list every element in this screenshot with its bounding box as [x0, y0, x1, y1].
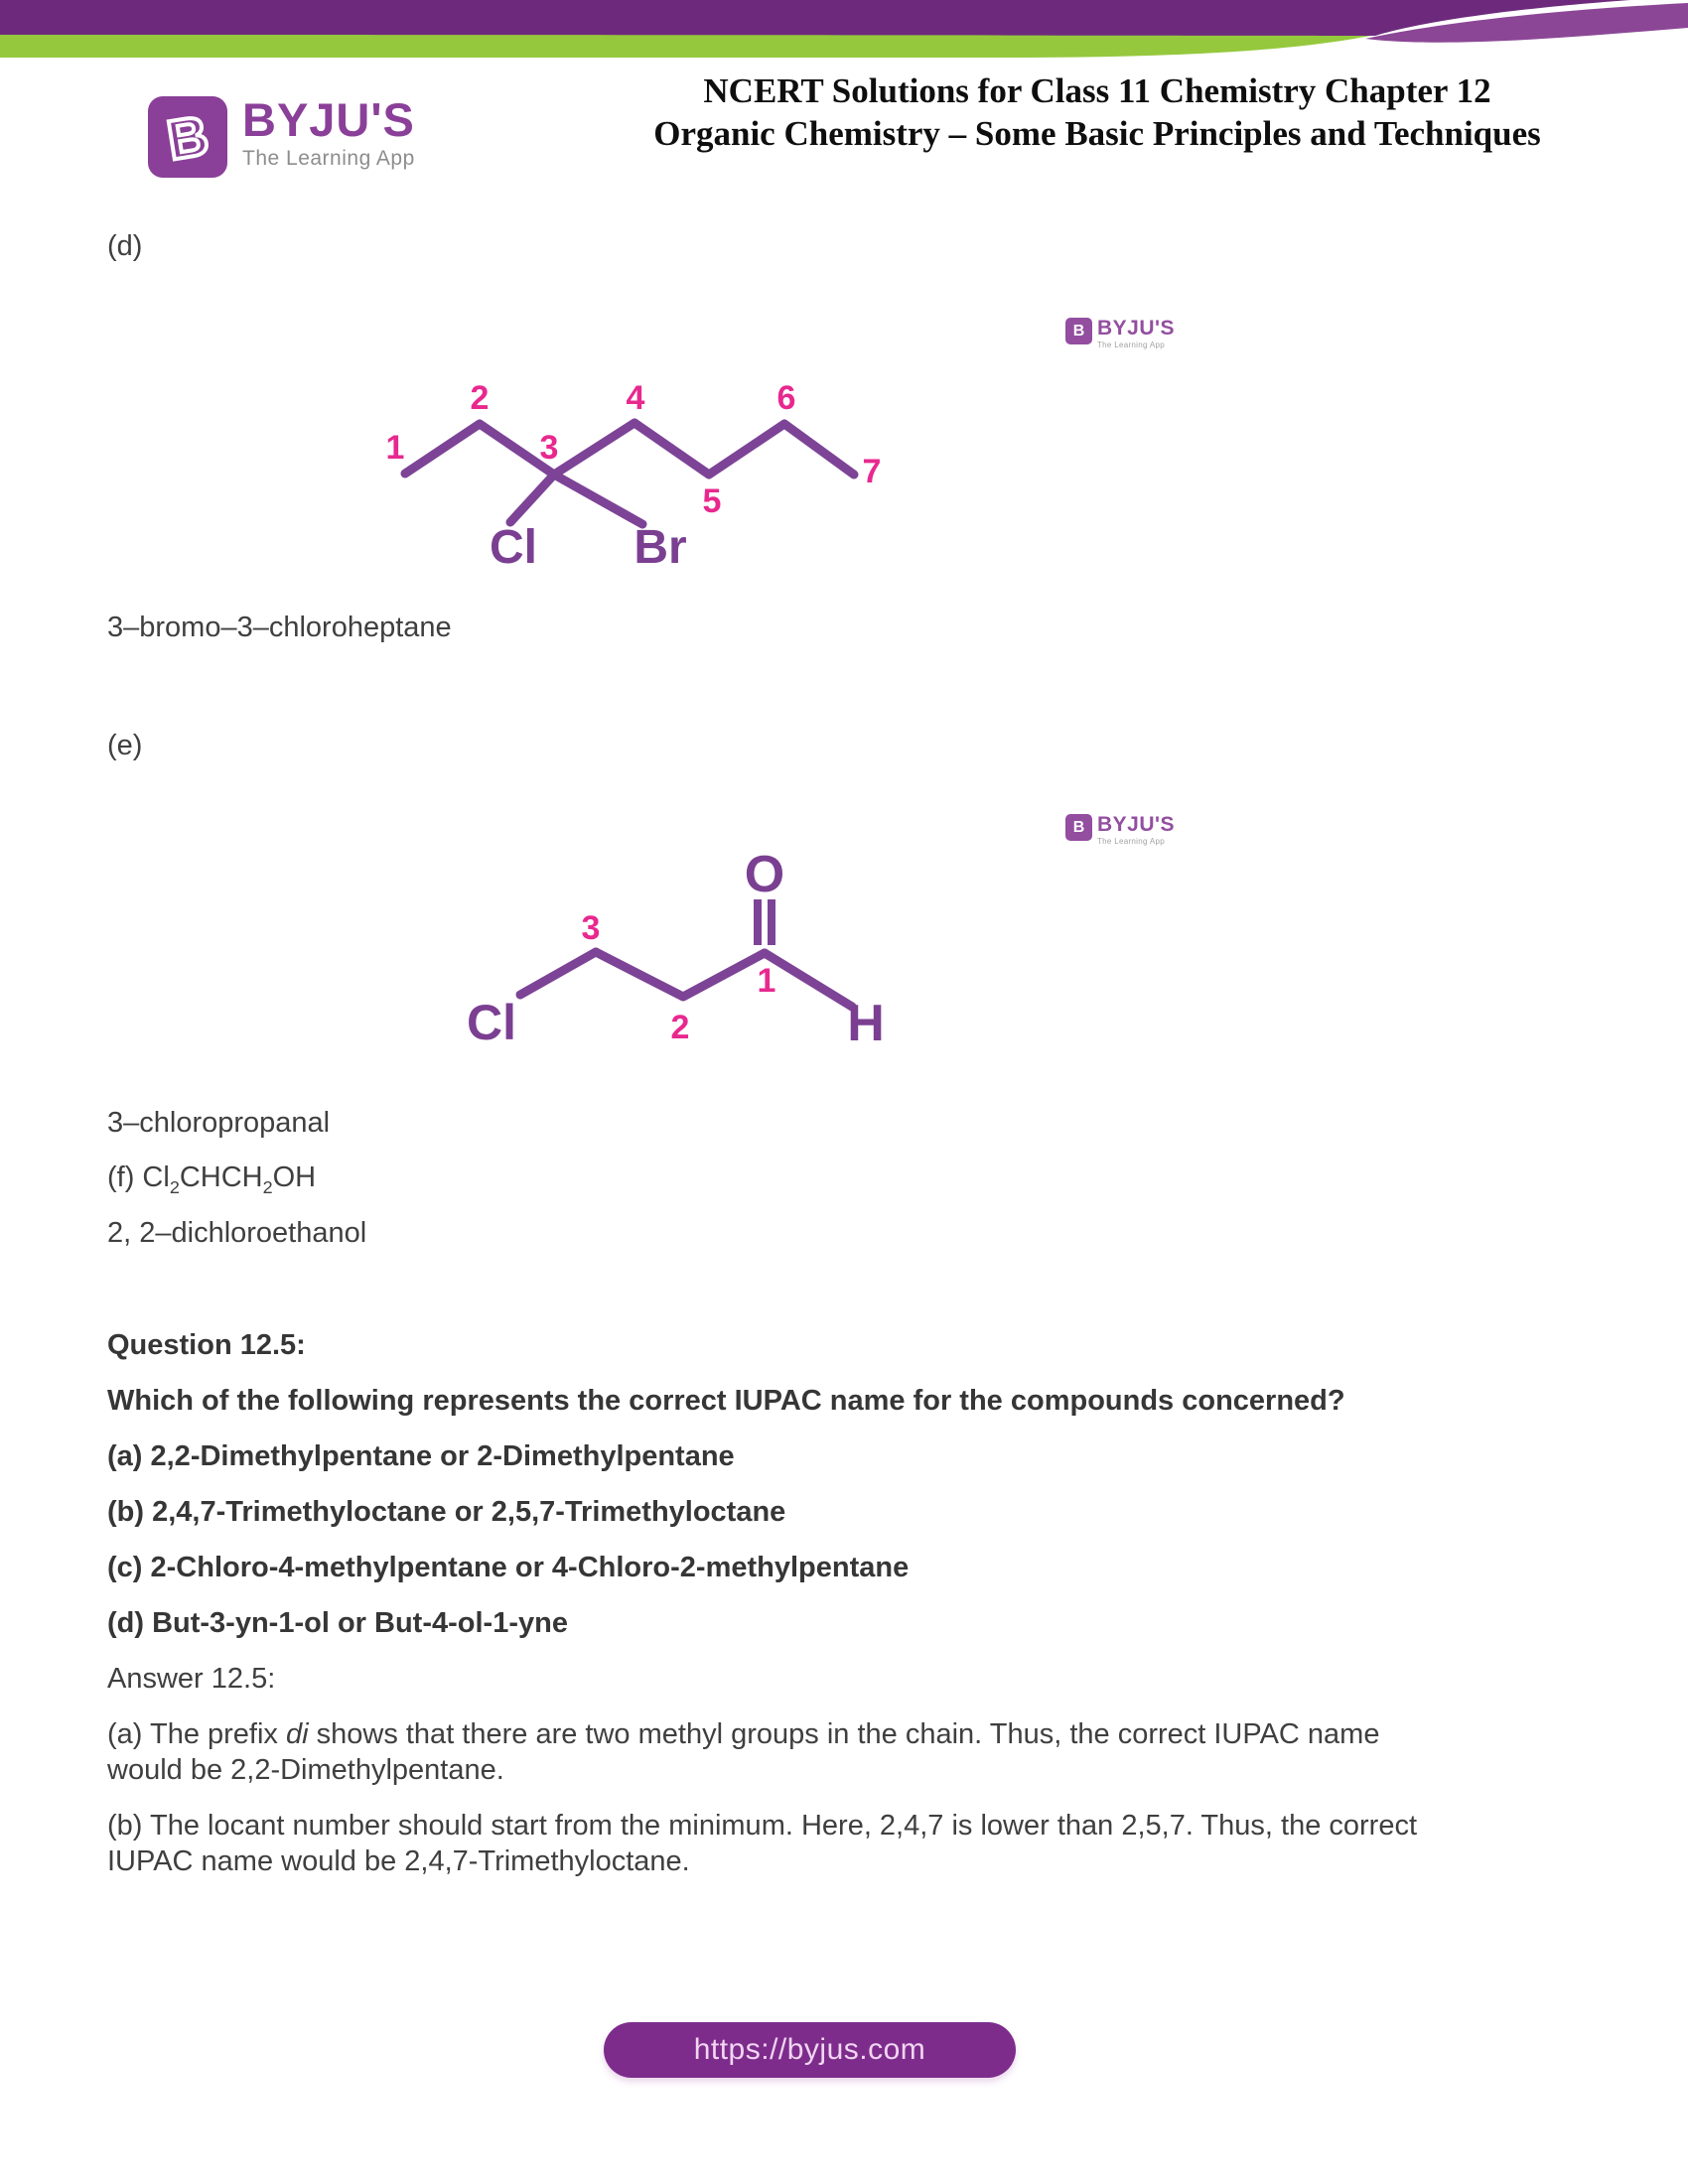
answer-para-a-line1	[107, 1716, 1379, 1752]
answer-para-b-line2: IUPAC name would be 2,4,7-Trimethyloctane.	[107, 1845, 690, 1877]
locant-6: 6	[776, 379, 796, 417]
molecule-3-chloropropanal	[397, 834, 894, 1082]
atom-br: Br	[633, 521, 687, 574]
locant-2: 2	[670, 1009, 690, 1046]
question-prompt: Which of the following represents the correct IUPAC name for the compounds concerned?	[107, 1385, 1345, 1417]
page-title	[516, 69, 1678, 155]
byjus-logo	[147, 95, 415, 179]
watermark-tagline: The Learning App	[1097, 341, 1165, 349]
part-d-label: (d)	[107, 230, 143, 262]
locant-3: 3	[581, 909, 601, 947]
locant-7: 7	[862, 453, 882, 490]
question-option-d: (d) But-3-yn-1-ol or But-4-ol-1-yne	[107, 1607, 568, 1639]
answer-heading: Answer 12.5:	[107, 1663, 276, 1695]
header-dark-purple-band	[0, 0, 1630, 36]
answer-para-b-line1: (b) The locant number should start from the minimum. Here, 2,4,7 is lower than 2,5,7. Thus, the correct	[107, 1810, 1418, 1842]
formula-segment: CHCH	[179, 1161, 263, 1193]
watermark-2	[1065, 814, 1175, 846]
molecule-3-bromo-3-chloroheptane	[278, 258, 914, 586]
formula-segment: (f) Cl	[107, 1161, 170, 1193]
header-banner	[0, 0, 1688, 69]
formula-subscript: 2	[262, 1176, 273, 1197]
question-option-c: (c) 2-Chloro-4-methylpentane or 4-Chloro-2-methylpentane	[107, 1552, 910, 1583]
locant-4: 4	[626, 379, 645, 417]
bond-c3-cl	[520, 952, 596, 995]
byjus-logo-tagline: The Learning App	[242, 147, 415, 171]
page-title-line2: Organic Chemistry – Some Basic Principles and Techniques	[653, 114, 1541, 153]
question-option-a: (a) 2,2-Dimethylpentane or 2-Dimethylpentane	[107, 1440, 735, 1472]
footer-url-pill[interactable]	[604, 2022, 1016, 2078]
caption-part-e: 3–chloropropanal	[107, 1107, 331, 1139]
byjus-logo-monogram: B	[163, 103, 212, 172]
footer-url[interactable]: https://byjus.com	[693, 2033, 926, 2066]
question-heading: Question 12.5:	[107, 1329, 306, 1361]
answer-text: shows that there are two methyl groups in the chain. Thus, the correct IUPAC name	[308, 1718, 1380, 1750]
atom-h: H	[847, 995, 885, 1052]
answer-text-italic: di	[285, 1718, 309, 1750]
atom-cl: Cl	[490, 521, 537, 574]
bond-c3-cl	[510, 475, 554, 522]
bond-c1-h	[765, 953, 852, 1007]
watermark-tagline: The Learning App	[1097, 837, 1165, 846]
part-e-label: (e)	[107, 730, 143, 761]
answer-para-a-line2: would be 2,2-Dimethylpentane.	[107, 1754, 504, 1786]
watermark-brand: BYJU'S	[1097, 813, 1176, 836]
locant-3: 3	[539, 429, 559, 467]
bond-c3-br	[554, 475, 642, 524]
watermark-byjus-icon: B	[1065, 318, 1092, 344]
watermark-brand: BYJU'S	[1097, 317, 1176, 340]
watermark-byjus-icon: B	[1065, 814, 1092, 841]
locant-2: 2	[470, 379, 490, 417]
formula-segment: OH	[272, 1161, 317, 1193]
locant-1: 1	[385, 429, 405, 467]
caption-part-f: 2, 2–dichloroethanol	[107, 1217, 367, 1249]
byjus-logo-wordmark: BYJU'S	[242, 93, 415, 146]
caption-part-d: 3–bromo–3–chloroheptane	[107, 612, 452, 643]
carbon-chain-bonds	[405, 423, 854, 475]
formula-part-f	[107, 1160, 316, 1205]
formula-subscript: 2	[169, 1176, 180, 1197]
page-title-line1: NCERT Solutions for Class 11 Chemistry Chapter 12	[703, 71, 1491, 110]
atom-cl: Cl	[467, 995, 516, 1050]
header-green-swoosh	[0, 34, 1380, 58]
atom-o: O	[744, 846, 785, 903]
answer-text: (a) The prefix	[107, 1718, 286, 1750]
carbon-chain-bonds	[596, 952, 765, 997]
byjus-logo-icon	[147, 95, 228, 179]
locant-5: 5	[702, 482, 722, 520]
watermark-1	[1065, 318, 1175, 349]
question-option-b: (b) 2,4,7-Trimethyloctane or 2,5,7-Trimethyloctane	[107, 1496, 786, 1528]
locant-1: 1	[757, 962, 776, 1000]
